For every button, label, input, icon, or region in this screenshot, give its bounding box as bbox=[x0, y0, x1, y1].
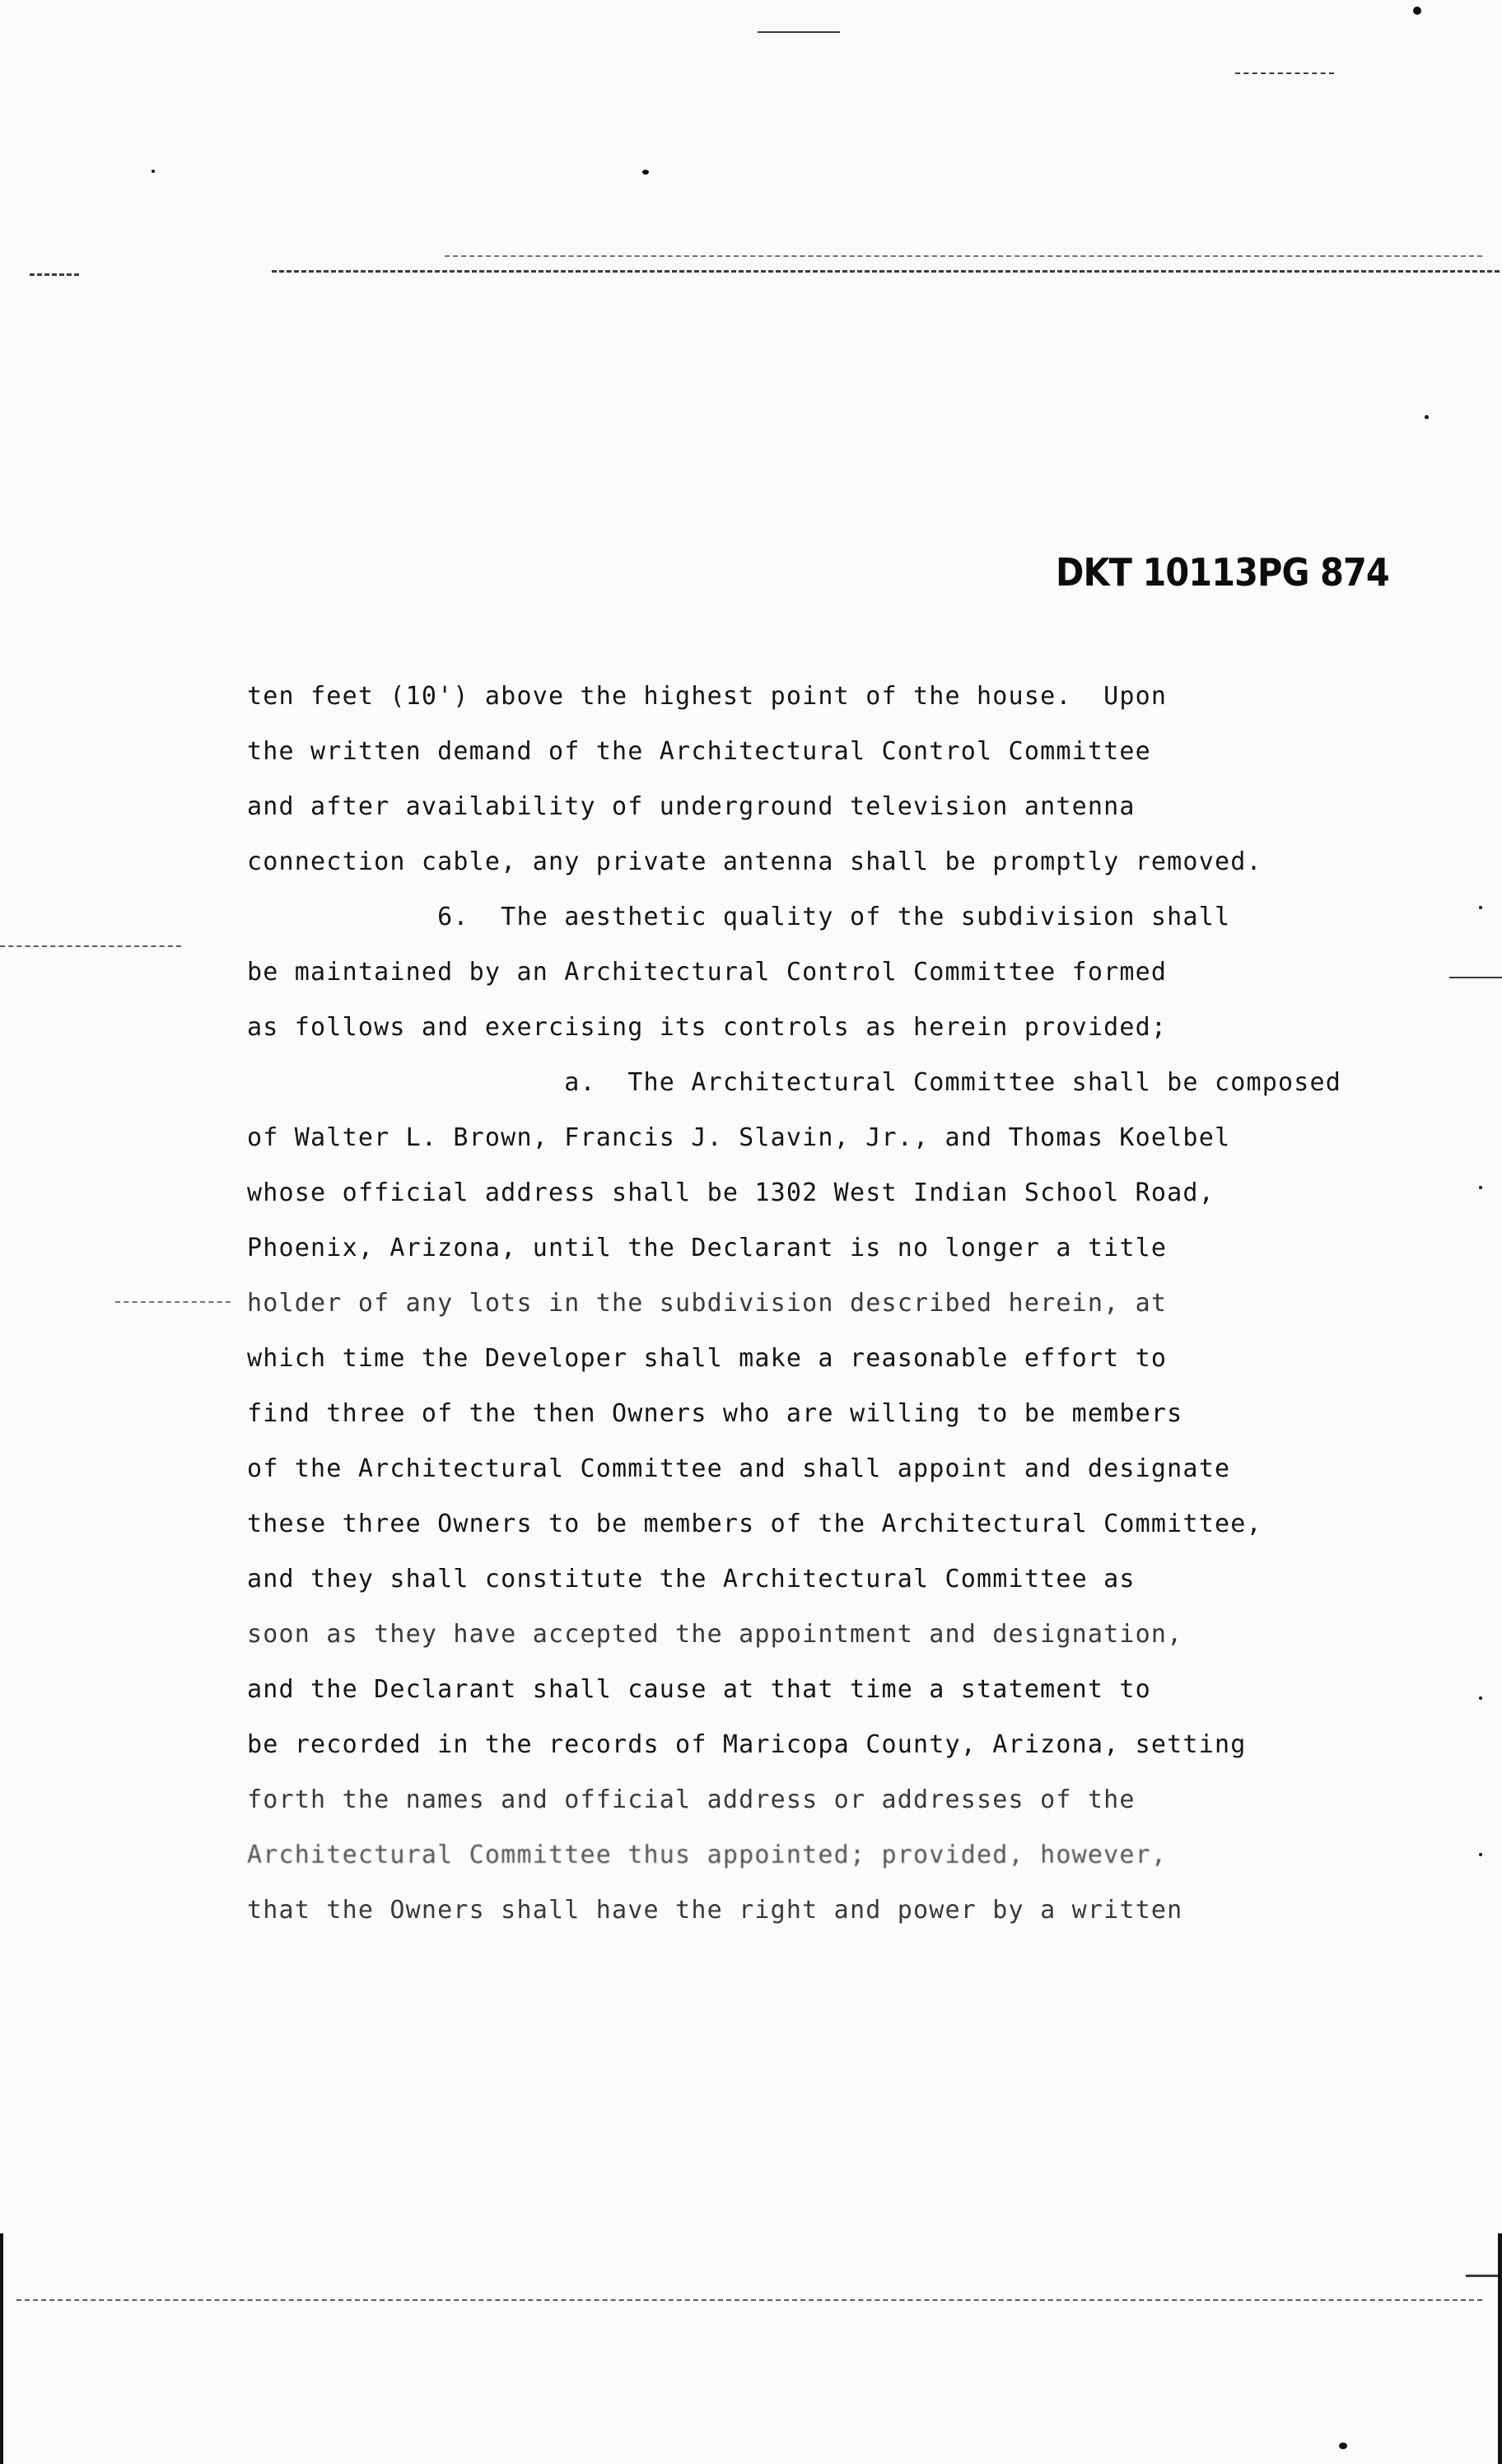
scan-speck bbox=[1479, 1696, 1482, 1700]
text-line: forth the names and official address or addresses of the bbox=[247, 1785, 1136, 1814]
text-line: and they shall constitute the Architectural Committee as bbox=[247, 1565, 1136, 1594]
text-line: holder of any lots in the subdivision described herein, at bbox=[247, 1289, 1168, 1318]
scan-speck bbox=[642, 170, 649, 175]
text-line: and the Declarant shall cause at that time a statement to bbox=[247, 1675, 1151, 1704]
scan-artifact-line bbox=[1449, 977, 1502, 978]
scan-artifact-line bbox=[1235, 72, 1334, 74]
scan-artifact-line bbox=[758, 31, 840, 33]
text-line: as follows and exercising its controls as herein provided; bbox=[247, 1013, 1168, 1042]
text-line: whose official address shall be 1302 West Indian School Road, bbox=[247, 1178, 1215, 1207]
text-line: a. The Architectural Committee shall be composed bbox=[247, 1068, 1342, 1097]
book-page-reference: DKT 10113PG 874 bbox=[1056, 550, 1389, 595]
scan-artifact-line bbox=[445, 255, 1482, 257]
text-line: which time the Developer shall make a reasonable effort to bbox=[247, 1344, 1168, 1373]
scan-artifact-line bbox=[30, 273, 79, 276]
scan-speck bbox=[1413, 7, 1421, 15]
text-line: be recorded in the records of Maricopa County, Arizona, setting bbox=[247, 1730, 1247, 1759]
scan-speck bbox=[1479, 906, 1482, 909]
text-line: these three Owners to be members of the Architectural Committee, bbox=[247, 1510, 1262, 1538]
scan-speck bbox=[1479, 1853, 1482, 1856]
scan-speck bbox=[1425, 415, 1429, 419]
text-line: the written demand of the Architectural Control Committee bbox=[247, 737, 1151, 766]
text-line: that the Owners shall have the right and power by a written bbox=[247, 1896, 1183, 1925]
scan-edge-right bbox=[1486, 2233, 1502, 2464]
scan-edge-left bbox=[0, 2233, 15, 2464]
text-line: 6. The aesthetic quality of the subdivision shall bbox=[247, 903, 1231, 931]
scan-artifact-line bbox=[115, 1301, 231, 1303]
scan-speck bbox=[152, 170, 155, 173]
text-line: be maintained by an Architectural Control Committee formed bbox=[247, 958, 1168, 987]
scan-artifact-line bbox=[16, 2299, 1482, 2301]
text-line: Phoenix, Arizona, until the Declarant is no longer a title bbox=[247, 1234, 1168, 1262]
text-line: of the Architectural Committee and shall appoint and designate bbox=[247, 1454, 1231, 1483]
text-line: find three of the then Owners who are willing to be members bbox=[247, 1399, 1183, 1428]
scan-artifact-line bbox=[0, 945, 181, 947]
text-line: connection cable, any private antenna shall be promptly removed. bbox=[247, 847, 1262, 876]
document-body bbox=[247, 669, 1416, 1938]
text-line: of Walter L. Brown, Francis J. Slavin, Jr., and Thomas Koelbel bbox=[247, 1123, 1231, 1152]
scan-speck bbox=[1479, 1186, 1482, 1189]
text-line: and after availability of underground television antenna bbox=[247, 792, 1136, 821]
scan-artifact-line bbox=[272, 270, 1502, 273]
text-line: ten feet (10') above the highest point of the house. Upon bbox=[247, 682, 1168, 711]
text-line: Architectural Committee thus appointed; provided, however, bbox=[247, 1841, 1168, 1869]
text-line: soon as they have accepted the appointment and designation, bbox=[247, 1620, 1183, 1649]
scan-speck bbox=[1339, 2443, 1347, 2449]
